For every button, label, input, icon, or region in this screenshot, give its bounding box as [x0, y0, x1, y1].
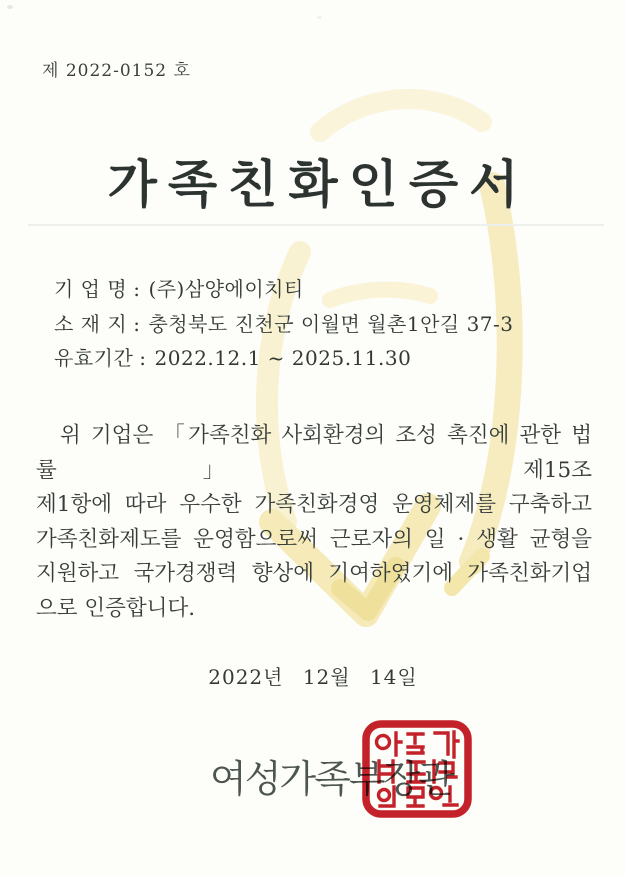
separator: : [133, 311, 141, 336]
validity-label: 유효기간 [54, 346, 134, 370]
document-number: 제 2022-0152 호 [42, 61, 191, 81]
statement-line: 지원하고 국가경쟁력 향상에 기여하였기에 가족친화기업 [36, 561, 592, 587]
company-name-row [54, 272, 514, 307]
validity-period-row [54, 341, 514, 376]
company-name-value: (주)삼양에이치티 [148, 277, 304, 301]
certificate-title: 가족친화인증서 [107, 155, 530, 215]
scan-artifact-line [28, 224, 604, 226]
address-value: 충청북도 진천군 이월면 월촌1안길 37-3 [148, 311, 514, 336]
validity-value: 2022.12.1 ~ 2025.11.30 [154, 346, 412, 370]
company-info-block [54, 272, 514, 376]
statement-line: 가족친화제도를 운영함으로써 근로자의 일 · 생활 균형을 [36, 526, 592, 552]
scan-speck [7, 5, 13, 9]
separator: : [139, 346, 147, 370]
address-row [54, 307, 514, 342]
statement-line: 제1항에 따라 우수한 가족친화경영 운영체제를 구축하고 [36, 492, 592, 518]
signatory-title: 여성가족부장관 [210, 757, 453, 801]
statement-line: 위 기업은 「가족친화 사회환경의 조성 촉진에 관한 법률」 제15조 [36, 423, 592, 483]
scan-speck [317, 16, 322, 19]
separator: : [133, 277, 141, 301]
address-label: 소 재 지 [54, 311, 128, 336]
issue-date: 2022년 12월 14일 [208, 665, 418, 689]
statement-line: 으로 인증합니다. [36, 595, 196, 621]
company-name-label: 기 업 명 [54, 277, 128, 301]
certification-statement [36, 419, 592, 627]
official-seal-stamp [361, 719, 473, 819]
